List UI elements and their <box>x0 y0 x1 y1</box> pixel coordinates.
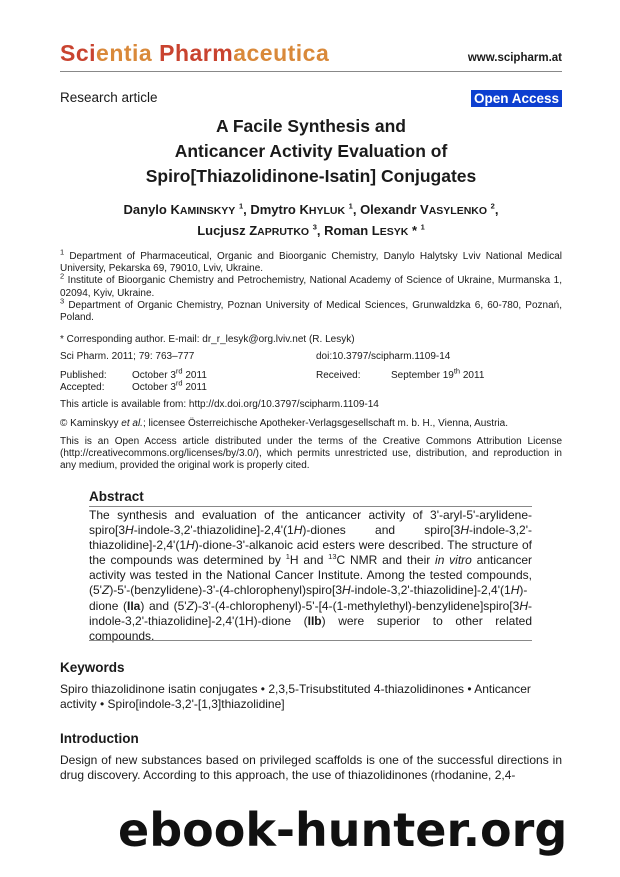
journal-url[interactable]: www.scipharm.at <box>467 52 562 64</box>
copyright: © Kaminskyy et al.; licensee Österreichische Apotheker-Verlagsgesellschaft m. b. H., Vienna, Austria. <box>60 418 508 429</box>
author: Roman LESYK * $^1$ <box>324 222 425 238</box>
author-line: Danylo KAMINSKYY $^1$, Dmytro KHYLUK $^1$, Olexandr VASYLENKO $^2$, <box>123 201 499 217</box>
author-list <box>60 200 562 242</box>
abstract-divider <box>89 640 532 641</box>
journal-title-part: Pharm <box>159 40 234 66</box>
corresponding-author: * Corresponding author. E-mail: dr_r_lesyk@org.lviv.net (R. Lesyk) <box>60 334 355 345</box>
received-date: Received: September 19th 2011 <box>316 366 485 381</box>
article-title <box>60 114 562 189</box>
open-access-badge: Open Access <box>471 90 562 107</box>
doi: doi:10.3797/scipharm.1109-14 <box>316 351 451 362</box>
accepted-date: Accepted: October 3rd 2011 <box>60 378 207 393</box>
header-divider <box>60 71 562 72</box>
journal-header <box>60 40 562 70</box>
journal-title-part: aceutica <box>233 40 330 66</box>
title-line: Anticancer Activity Evaluation of <box>174 141 448 161</box>
title-line: Spiro[Thiazolidinone-Isatin] Conjugates <box>145 166 477 186</box>
license-text: This is an Open Access article distributed under the terms of the Creative Commons Attribution License (http://creativecommons.org/licenses/by/3.0/), which permits unrestricted use, distribution, and reproduction in any medium, provided the original work is properly cited. <box>60 436 562 472</box>
author: Danylo KAMINSKYY $^1$ <box>123 201 244 217</box>
citation: Sci Pharm. 2011; 79: 763–777 <box>60 351 195 362</box>
watermark: ebook-hunter.org <box>118 803 568 857</box>
abstract-heading: Abstract <box>89 489 144 504</box>
journal-title <box>60 40 329 67</box>
author-line: Lucjusz ZAPRUTKO $^3$, Roman LESYK * $^1$ <box>197 222 425 238</box>
introduction-heading: Introduction <box>60 731 139 746</box>
author: Olexandr VASYLENKO $^2$ <box>360 201 495 217</box>
affiliation: $^2$ Institute of Bioorganic Chemistry and Petrochemistry, National Academy of Science of Ukraine, Murmanska 1, 02094, Kyiv, Ukraine. <box>60 272 563 299</box>
affiliations <box>60 247 563 324</box>
abstract-text: The synthesis and evaluation of the anticancer activity of 3'-aryl-5'-arylidene-spiro[3H-indole-3,2'-thiazolidine]-2,4'(1H)-diones and spiro[3H-indole-3,2'-thiazolidine]-2,4'(1H)-dione-3'-alkanoic acid esters were described. The structure of the compounds was determined by $^1$H and $^{13}$C NMR and their in vitro anticancer activity was tested in the National Cancer Institute. Among the tested compounds, (5'Z)-5'-(benzylidene)-3'-(4-chlorophenyl)spiro[3H-indole-3,2'-thiazolidine]-2,4'(1H)-dione (IIa) and (5'Z)-3'-(4-chlorophenyl)-5'-[4-(1-methylethyl)-benzylidene]spiro[3H-indole-3,2'-thiazolidine]-2,4'(1H)-dione (IIb) were superior to other related compounds. <box>89 508 533 643</box>
keywords-heading: Keywords <box>60 660 125 675</box>
affiliation: $^1$ Department of Pharmaceutical, Organic and Bioorganic Chemistry, Danylo Halytsky Lviv National Medical University, Pekarska 69, 79010, Lviv, Ukraine. <box>60 247 563 275</box>
published-date: Published: October 3rd 2011 <box>60 366 207 381</box>
author: Dmytro KHYLUK $^1$ <box>250 201 353 217</box>
author: Lucjusz ZAPRUTKO $^3$ <box>197 222 317 238</box>
article-type: Research article <box>60 90 158 105</box>
keywords-text: Spiro thiazolidinone isatin conjugates • 2,3,5-Trisubstituted 4-thiazolidinones • Anticancer activity • Spiro[indole-3,2'-[1,3]thiazolidine] <box>60 682 531 711</box>
journal-title-part: Sci <box>60 40 97 66</box>
abstract-divider <box>89 506 532 507</box>
affiliation: $^3$ Department of Organic Chemistry, Poznan University of Medical Sciences, Grunwaldzka 6, 60-780, Poznań, Poland. <box>60 296 562 324</box>
availability-link[interactable]: This article is available from: http://dx.doi.org/10.3797/scipharm.1109-14 <box>60 399 379 410</box>
title-line: A Facile Synthesis and <box>216 116 406 136</box>
journal-title-part: entia <box>96 40 160 66</box>
introduction-text: Design of new substances based on privileged scaffolds is one of the successful directions in drug discovery. According to this approach, the use of thiazolidinones (rhodanine, 2,4- <box>60 753 562 782</box>
